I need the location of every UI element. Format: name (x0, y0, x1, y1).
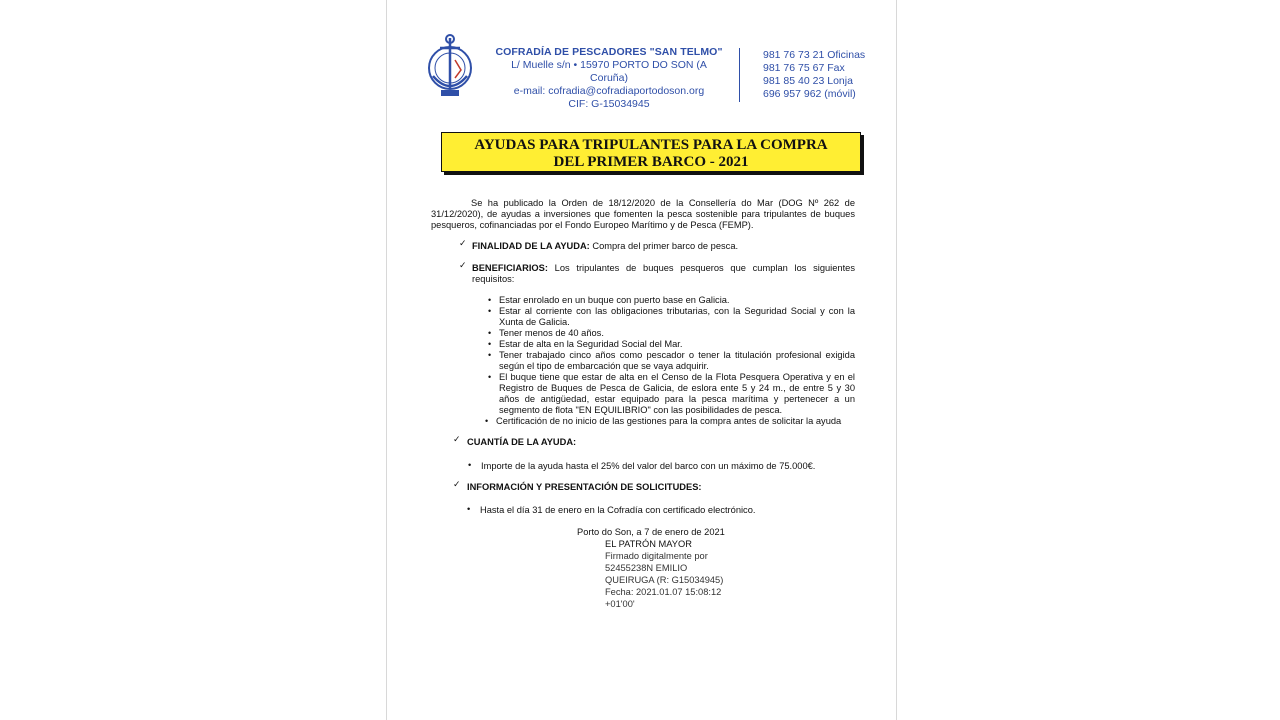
check-icon: ✓ (459, 238, 467, 248)
organization-email: e-mail: cofradia@cofradiaportodoson.org (513, 85, 705, 97)
phone-fax: 981 76 75 67 Fax (763, 62, 845, 74)
cuantia-item: Importe de la ayuda hasta el 25% del valor del barco con un máximo de 75.000€. (481, 461, 816, 471)
title-line-2: DEL PRIMER BARCO - 2021 (553, 154, 749, 170)
bullet-icon: • (467, 504, 471, 514)
document-title (441, 132, 861, 172)
beneficiarios-text: Los tripulantes de buques pesqueros que cumplan los siguientes requisitos: (472, 263, 855, 284)
bullet-icon: • (468, 460, 472, 470)
phone-offices: 981 76 73 21 Oficinas (763, 49, 866, 61)
signature-line: +01'00' (605, 599, 635, 609)
signature-line: Fecha: 2021.01.07 15:08:12 (605, 587, 722, 597)
phone-list (763, 49, 893, 101)
cofradia-logo-icon (425, 30, 475, 100)
signature-line: 52455238N EMILIO (605, 563, 688, 573)
check-icon: ✓ (453, 434, 461, 444)
finalidad-label: FINALIDAD DE LA AYUDA: (472, 241, 590, 251)
requirement-item: • Estar al corriente con las obligaciones tributarias, con la Seguridad Social y con la Xunta de Galicia. (499, 306, 855, 328)
informacion-label: INFORMACIÓN Y PRESENTACIÓN DE SOLICITUDES: (467, 482, 702, 492)
requirement-item: • Certificación de no inicio de las gestiones para la compra antes de solicitar la ayuda (496, 416, 855, 427)
requirement-item: • Estar enrolado en un buque con puerto base en Galicia. (499, 295, 855, 306)
finalidad-section (472, 241, 862, 252)
requirement-item: • Tener menos de 40 años. (499, 328, 855, 339)
organization-info (493, 46, 725, 111)
signature-line: Firmado digitalmente por (605, 551, 708, 561)
cuantia-label: CUANTÍA DE LA AYUDA: (467, 437, 577, 447)
signature-line: QUEIRUGA (R: G15034945) (605, 575, 724, 585)
requirements-list (496, 295, 855, 427)
organization-cif: CIF: G-15034945 (568, 98, 650, 110)
requirement-item: • Tener trabajado cinco años como pescador o tener la titulación profesional exigida según el tipo de embarcación que se vaya adquirir. (499, 350, 855, 372)
requirement-item: • El buque tiene que estar de alta en el Censo de la Flota Pesquera Operativa y en el Registro de Buques de Pesca de Galicia, de eslora ente 5 y 24 m., de entre 5 y 30 años de antigüedad, estar equipado para la pesca marítima y pertenecer a un segmento de flota "EN EQUILIBRIO" con las posibilidades de pesca. (499, 372, 855, 416)
organization-name: COFRADÍA DE PESCADORES "SAN TELMO" (495, 46, 723, 58)
digital-signature (605, 550, 805, 610)
document-page (386, 0, 897, 720)
check-icon: ✓ (459, 260, 467, 270)
phone-lonja: 981 85 40 23 Lonja (763, 75, 853, 87)
signatory-role: EL PATRÓN MAYOR (605, 539, 692, 549)
intro-paragraph: Se ha publicado la Orden de 18/12/2020 de la Consellería do Mar (DOG Nº 262 de 31/12/2020), de ayudas a inversiones que fomenten la pesca sostenible para tripulantes de buques pesqueros, cofinanciadas por el Fondo Europeo Marítimo y de Pesca (FEMP). (431, 198, 855, 230)
beneficiarios-label: BENEFICIARIOS: (472, 263, 548, 273)
title-line-1: AYUDAS PARA TRIPULANTES PARA LA COMPRA (474, 137, 828, 153)
organization-address: L/ Muelle s/n • 15970 PORTO DO SON (A Coruña) (511, 59, 707, 84)
finalidad-text: Compra del primer barco de pesca. (589, 241, 739, 251)
header-divider (739, 48, 740, 102)
requirement-item: • Estar de alta en la Seguridad Social del Mar. (499, 339, 855, 350)
check-icon: ✓ (453, 479, 461, 489)
phone-mobile: 696 957 962 (móvil) (763, 88, 856, 100)
beneficiarios-section (472, 263, 855, 285)
informacion-item: Hasta el día 31 de enero en la Cofradía con certificado electrónico. (480, 505, 756, 515)
place-date: Porto do Son, a 7 de enero de 2021 (577, 527, 725, 537)
